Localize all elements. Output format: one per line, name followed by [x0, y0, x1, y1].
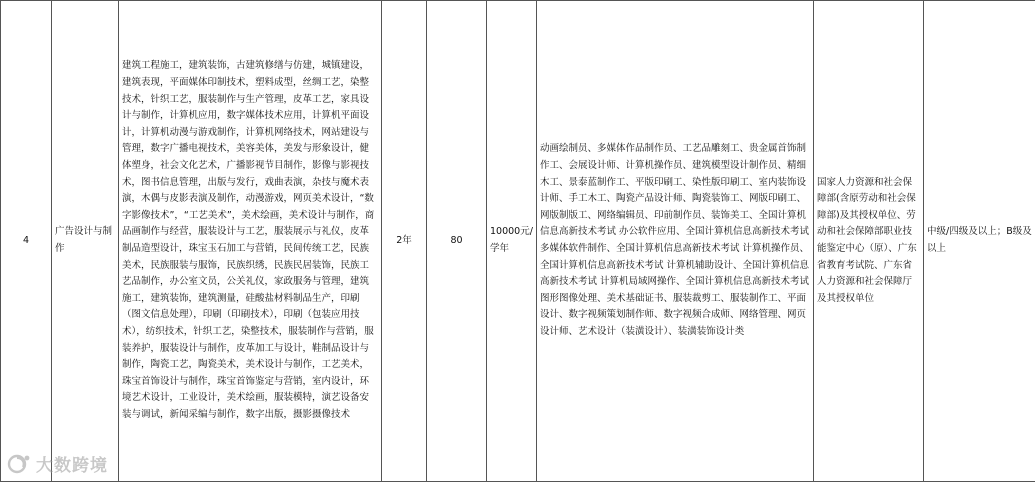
table-row [1, 1, 1035, 482]
issuing-authority: 国家人力资源和社会保障部(含原劳动和社会保障部)及其授权单位、劳动和社会保障部职业技能鉴定中心（原）、广东省教育考试院、广东省人力资源和社会保障厅及其授权单位 [814, 1, 924, 482]
watermark [6, 451, 108, 476]
watermark-text: 大数跨境 [36, 456, 108, 476]
row-index: 4 [1, 1, 52, 482]
related-majors: 建筑工程施工，建筑装饰，古建筑修缮与仿建，城镇建设，建筑表现，平面媒体印制技术，塑料成型，丝绸工艺，染整技术，针织工艺，服装制作与生产管理，皮革工艺，家具设计与制作，计算机应用，数字媒体技术应用，计算机平面设计，计算机动漫与游戏制作，计算机网络技术，网站建设与管理，数字广播电视技术，美容美体，美发与形象设计，健体塑身，社会文化艺术，广播影视节目制作，影像与影视技术，图书信息管理，出版与发行，戏曲表演，杂技与魔术表演，木偶与皮影表演及制作，动漫游戏，网页美术设计，“数字影像技术”，“工艺美术”，美术绘画，美术设计与制作，商品画制作与经营，服装设计与工艺，服装展示与礼仪，皮革制品造型设计，珠宝玉石加工与营销，民间传统工艺，民族美术，民族服装与服饰，民族织绣，民族民居装饰，民族工艺品制作，办公室文员，公关礼仪，家政服务与管理，建筑施工，建筑装饰，建筑测量，硅酸盐材料制品生产，印刷（图文信息处理），印刷（印刷技术），印刷（包装应用技术），纺织技术，针织工艺，染整技术，服装制作与营销，服装养护，服装设计与制作，皮革加工与设计，鞋制品设计与制作，陶瓷工艺，陶瓷美术，美术设计与制作，工艺美术，珠宝首饰设计与制作，珠宝首饰鉴定与营销，室内设计，环境艺术设计，工业设计，美术绘画，服装模特，演艺设备安装与调试，新闻采编与制作，数字出版，摄影摄像技术 [119, 1, 382, 482]
brand-logo-icon [6, 453, 32, 475]
tuition: 10000元/学年 [487, 1, 537, 482]
credits: 80 [427, 1, 487, 482]
certificate-level: 中级/四级及以上；B级及以上 [924, 1, 1035, 482]
certificates: 动画绘制员、多媒体作品制作员、工艺品雕刻工、贵金属首饰制作工、会展设计师、计算机操作员、建筑模型设计制作员、精细木工、景泰蓝制作工、平版印刷工、染性版印刷工、室内装饰设计师、手工木工、陶瓷产品设计师、陶瓷装饰工、网版印刷工、网版制版工、网络编辑员、印前制作员、装饰美工、全国计算机信息高新技术考试 办公软件应用、全国计算机信息高新技术考试 多媒体软件制作、全国计算机信息高新技术考试 计算机操作员、全国计算机信息高新技术考试 计算机辅助设计、全国计算机信息高新技术考试 计算机局域网操作、全国计算机信息高新技术考试 图形图像处理、美术基础证书、服装裁剪工、服装制作工、平面设计、数字视频策划制作师、数字视频合成师、网络管理、网页设计师、艺术设计（装潢设计）、装潢装饰设计类 [537, 1, 814, 482]
duration: 2年 [382, 1, 427, 482]
major-name: 广告设计与制作 [52, 1, 119, 482]
